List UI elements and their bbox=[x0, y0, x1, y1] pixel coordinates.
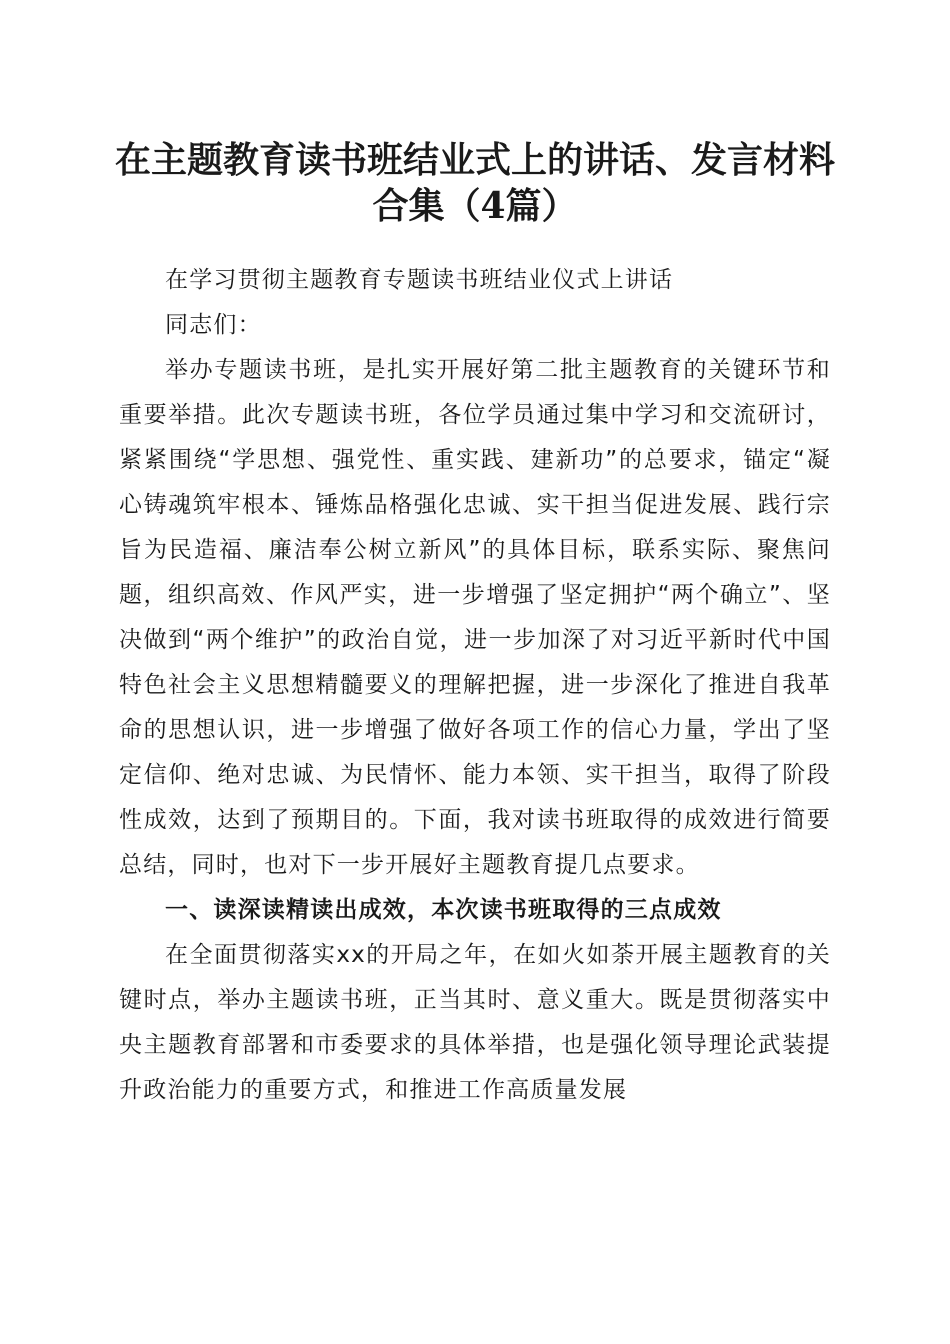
body-paragraph: 举办专题读书班，是扎实开展好第二批主题教育的关键环节和重要举措。此次专题读书班，各位学员通过集中学习和交流研讨，紧紧围绕“学思想、强党性、重实践、建新功”的总要求，锚定“凝心铸魂筑牢根本、锤炼品格强化忠诚、实干担当促进发展、践行宗旨为民造福、廉洁奉公树立新风”的具体目标，联系实际、聚焦问题，组织高效、作风严实，进一步增强了坚定拥护“两个确立”、坚决做到“两个维护”的政治自觉，进一步加深了对习近平新时代中国特色社会主义思想精髓要义的理解把握，进一步深化了推进自我革命的思想认识，进一步增强了做好各项工作的信心力量，学出了坚定信仰、绝对忠诚、为民情怀、能力本领、实干担当，取得了阶段性成效，达到了预期目的。下面，我对读书班取得的成效进行简要总结，同时，也对下一步开展好主题教育提几点要求。 bbox=[119, 357, 831, 878]
section-heading: 一、读深读精读出成效，本次读书班取得的三点成效 bbox=[165, 897, 722, 923]
document-title-line-1: 在主题教育读书班结业式上的讲话、发言材料 bbox=[114, 139, 835, 181]
salutation: 同志们： bbox=[165, 312, 262, 338]
document-title-line-2: 合集（4篇） bbox=[372, 185, 578, 227]
document-body bbox=[119, 258, 831, 1113]
body-paragraph: 在全面贯彻落实xx的开局之年，在如火如荼开展主题教育的关键时点，举办主题读书班，正当其时、意义重大。既是贯彻落实中央主题教育部署和市委要求的具体举措，也是强化领导理论武装提升政治能力的重要方式，和推进工作高质量发展 bbox=[119, 942, 831, 1103]
speech-subtitle: 在学习贯彻主题教育专题读书班结业仪式上讲话 bbox=[165, 267, 674, 293]
